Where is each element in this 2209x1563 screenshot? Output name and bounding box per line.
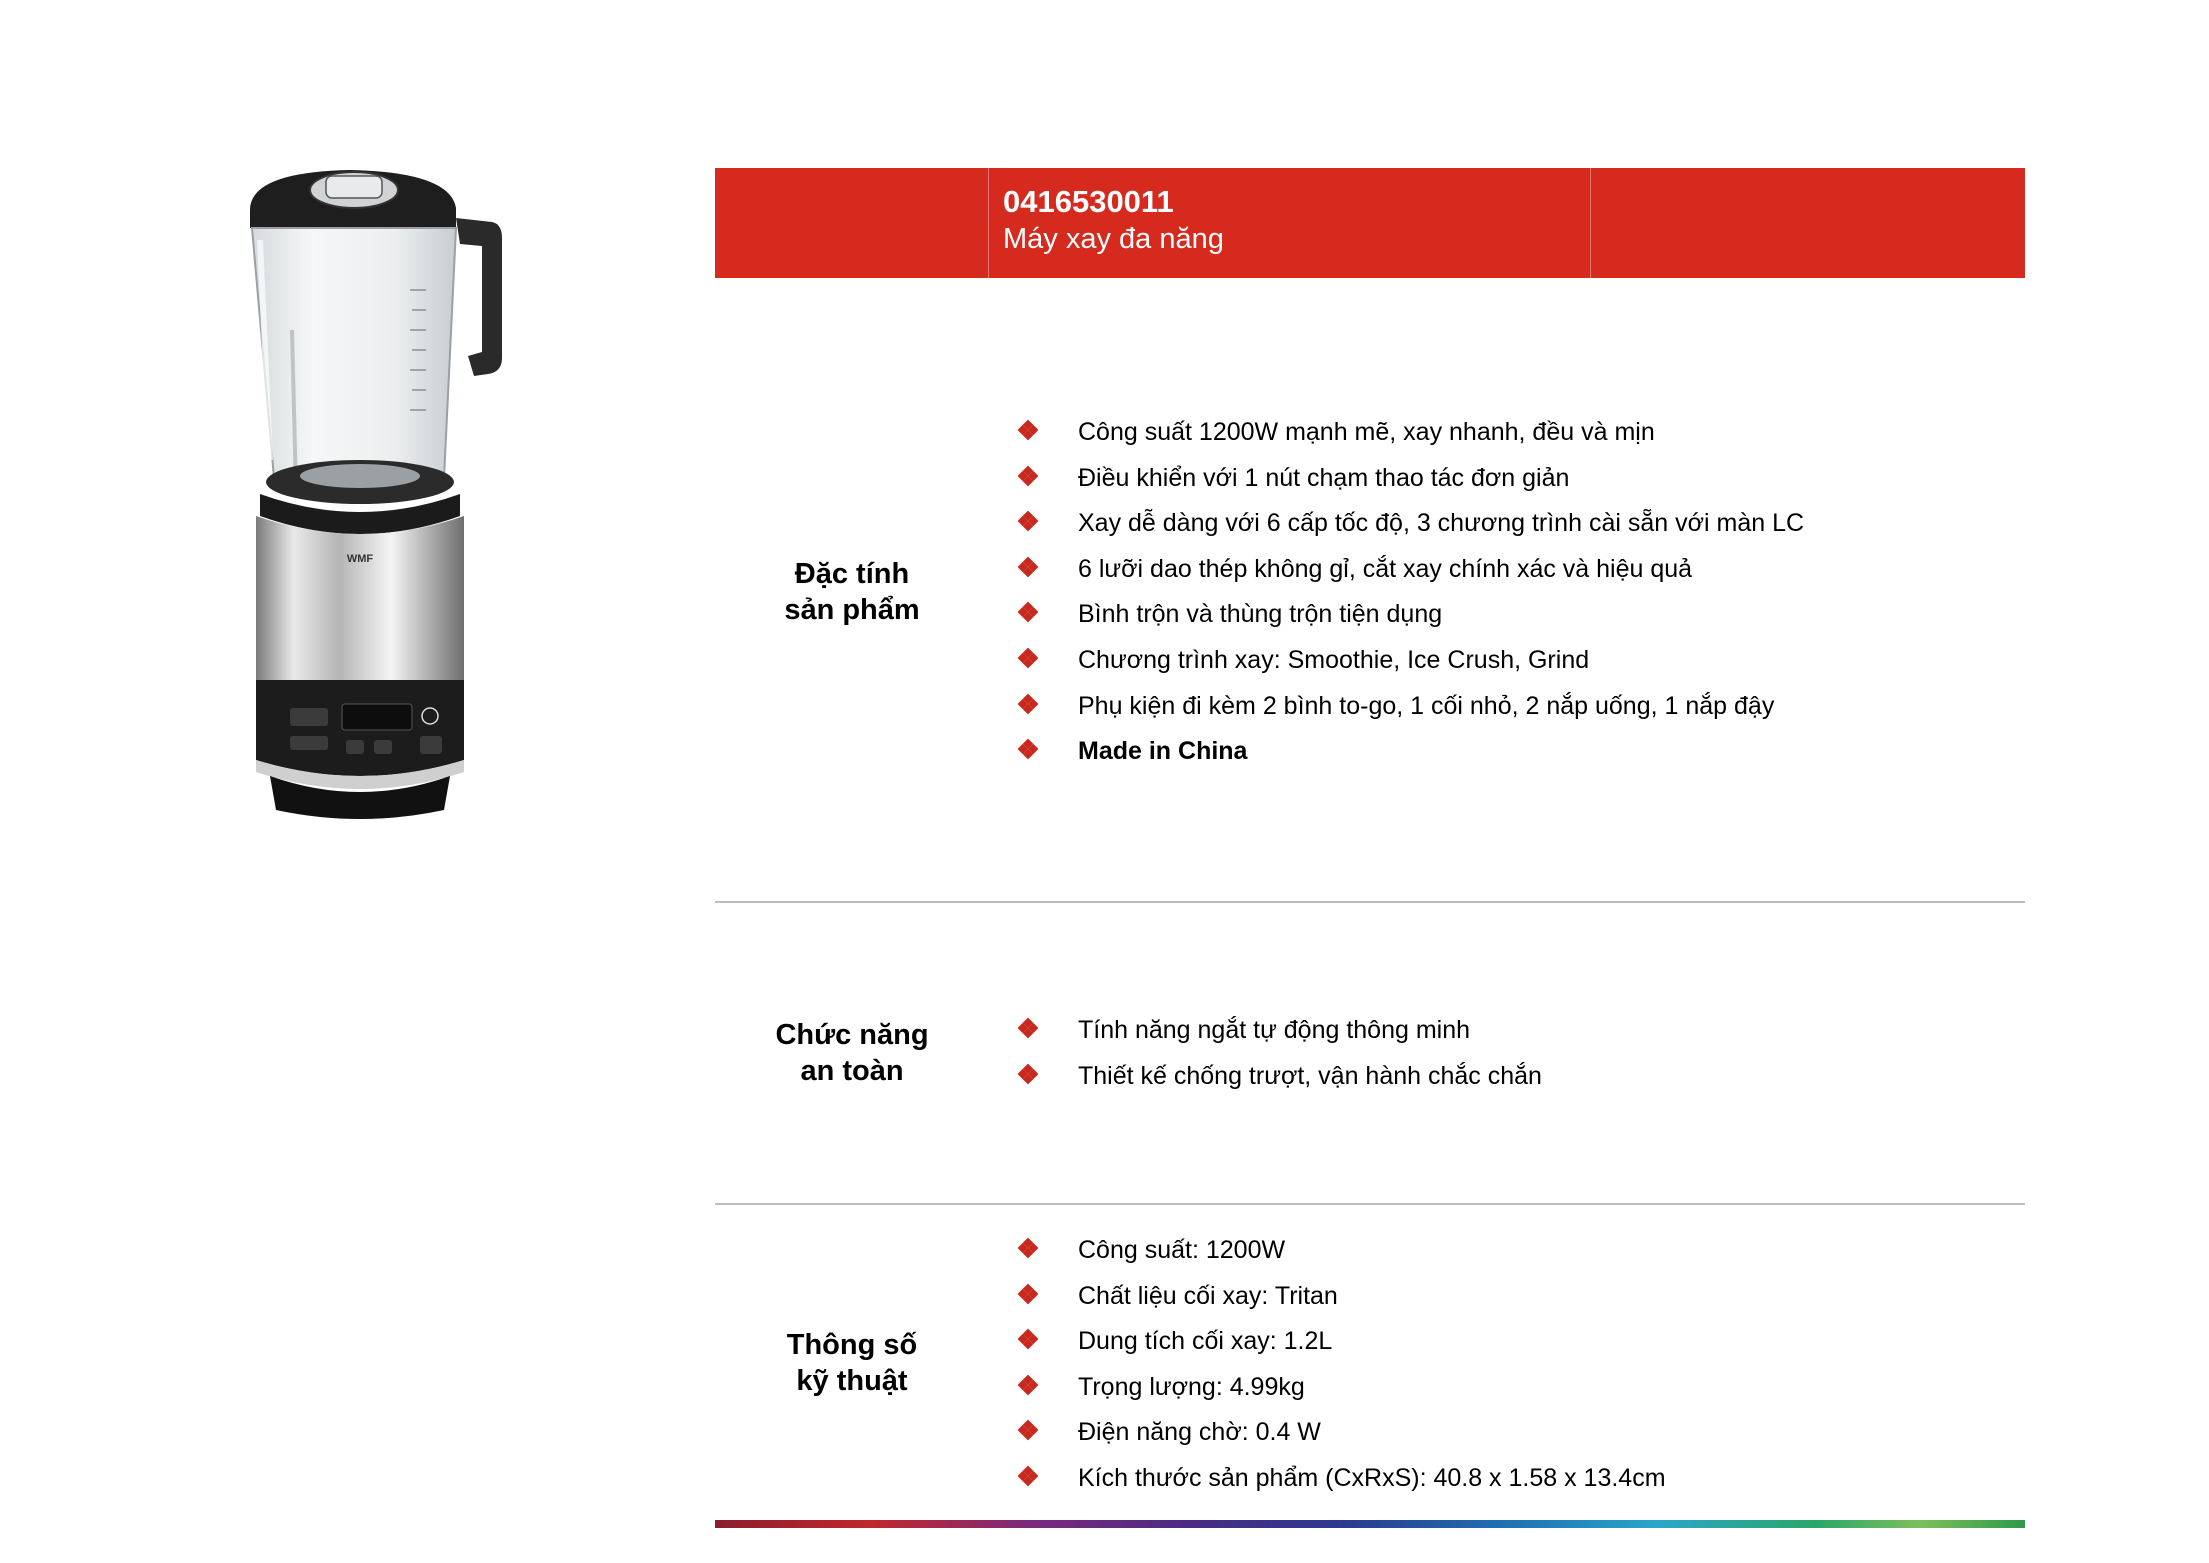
list-item-text: Thiết kế chống trượt, vận hành chắc chắn bbox=[1078, 1061, 1542, 1090]
list-item-text: Công suất: 1200W bbox=[1078, 1236, 1286, 1264]
list-item-text: Chất liệu cối xay: Tritan bbox=[1078, 1281, 1338, 1310]
diamond-bullet-icon bbox=[1015, 1319, 1041, 1365]
diamond-bullet-icon bbox=[1015, 410, 1041, 456]
list-item-text: Công suất 1200W mạnh mẽ, xay nhanh, đều và mịn bbox=[1078, 418, 1655, 446]
list-item-text: Phụ kiện đi kèm 2 bình to-go, 1 cối nhỏ, 2 nắp uống, 1 nắp đậy bbox=[1078, 691, 1775, 720]
section-label-features bbox=[717, 556, 987, 628]
product-header bbox=[715, 168, 2025, 278]
diamond-bullet-icon bbox=[1015, 592, 1041, 638]
diamond-bullet-icon bbox=[1015, 501, 1041, 547]
list-item-text: Made in China bbox=[1078, 737, 1248, 766]
header-divider bbox=[1590, 168, 1591, 278]
list-item-text: Trọng lượng: 4.99kg bbox=[1078, 1372, 1305, 1401]
diamond-bullet-icon bbox=[1015, 1008, 1041, 1054]
section-label-line: Đặc tính bbox=[794, 558, 910, 590]
diamond-bullet-icon bbox=[1015, 1274, 1041, 1320]
section-label-safety bbox=[717, 1017, 987, 1089]
list-item-text: Dung tích cối xay: 1.2L bbox=[1078, 1327, 1333, 1356]
list-item-text: Bình trộn và thùng trộn tiện dụng bbox=[1078, 600, 1443, 629]
section-label-line: Chức năng bbox=[775, 1019, 929, 1051]
section-divider bbox=[715, 1203, 2025, 1205]
product-code: 0416530011 bbox=[1003, 184, 1174, 219]
section-label-line: sản phẩm bbox=[784, 594, 920, 626]
list-item-text: 6 lưỡi dao thép không gỉ, cắt xay chính xác và hiệu quả bbox=[1078, 554, 1693, 583]
header-divider bbox=[988, 168, 989, 278]
list-item-text: Điều khiển với 1 nút chạm thao tác đơn giản bbox=[1078, 463, 1570, 492]
list-item-text: Xay dễ dàng với 6 cấp tốc độ, 3 chương trình cài sẵn với màn LC bbox=[1078, 509, 1805, 538]
diamond-bullet-icon bbox=[1015, 1410, 1041, 1456]
section-divider bbox=[715, 901, 2025, 903]
list-item-text: Tính năng ngắt tự động thông minh bbox=[1078, 1016, 1471, 1044]
list-item-text: Điện năng chờ: 0.4 W bbox=[1078, 1418, 1321, 1447]
diamond-bullet-icon bbox=[1015, 1365, 1041, 1411]
list-item-text: Kích thước sản phẩm (CxRxS): 40.8 x 1.58 x 13.4cm bbox=[1078, 1463, 1666, 1492]
diamond-bullet-icon bbox=[1015, 547, 1041, 593]
diamond-bullet-icon bbox=[1015, 1228, 1041, 1274]
diamond-bullet-icon bbox=[1015, 638, 1041, 684]
product-name: Máy xay đa năng bbox=[1003, 223, 1224, 255]
blender-image bbox=[230, 160, 520, 830]
section-label-specs bbox=[717, 1327, 987, 1399]
diamond-bullet-icon bbox=[1015, 684, 1041, 730]
diamond-bullet-icon bbox=[1015, 1456, 1041, 1502]
section-label-line: an toàn bbox=[800, 1055, 904, 1087]
section-label-line: kỹ thuật bbox=[796, 1365, 908, 1397]
diamond-bullet-icon bbox=[1015, 1054, 1041, 1100]
brand-logo: WMF bbox=[346, 553, 374, 565]
product-image bbox=[230, 160, 520, 830]
diamond-bullet-icon bbox=[1015, 729, 1041, 775]
list-item-text: Chương trình xay: Smoothie, Ice Crush, Grind bbox=[1078, 645, 1590, 674]
footer-gradient-bar bbox=[715, 1520, 2025, 1528]
diamond-bullet-icon bbox=[1015, 456, 1041, 502]
section-label-line: Thông số bbox=[786, 1329, 918, 1361]
